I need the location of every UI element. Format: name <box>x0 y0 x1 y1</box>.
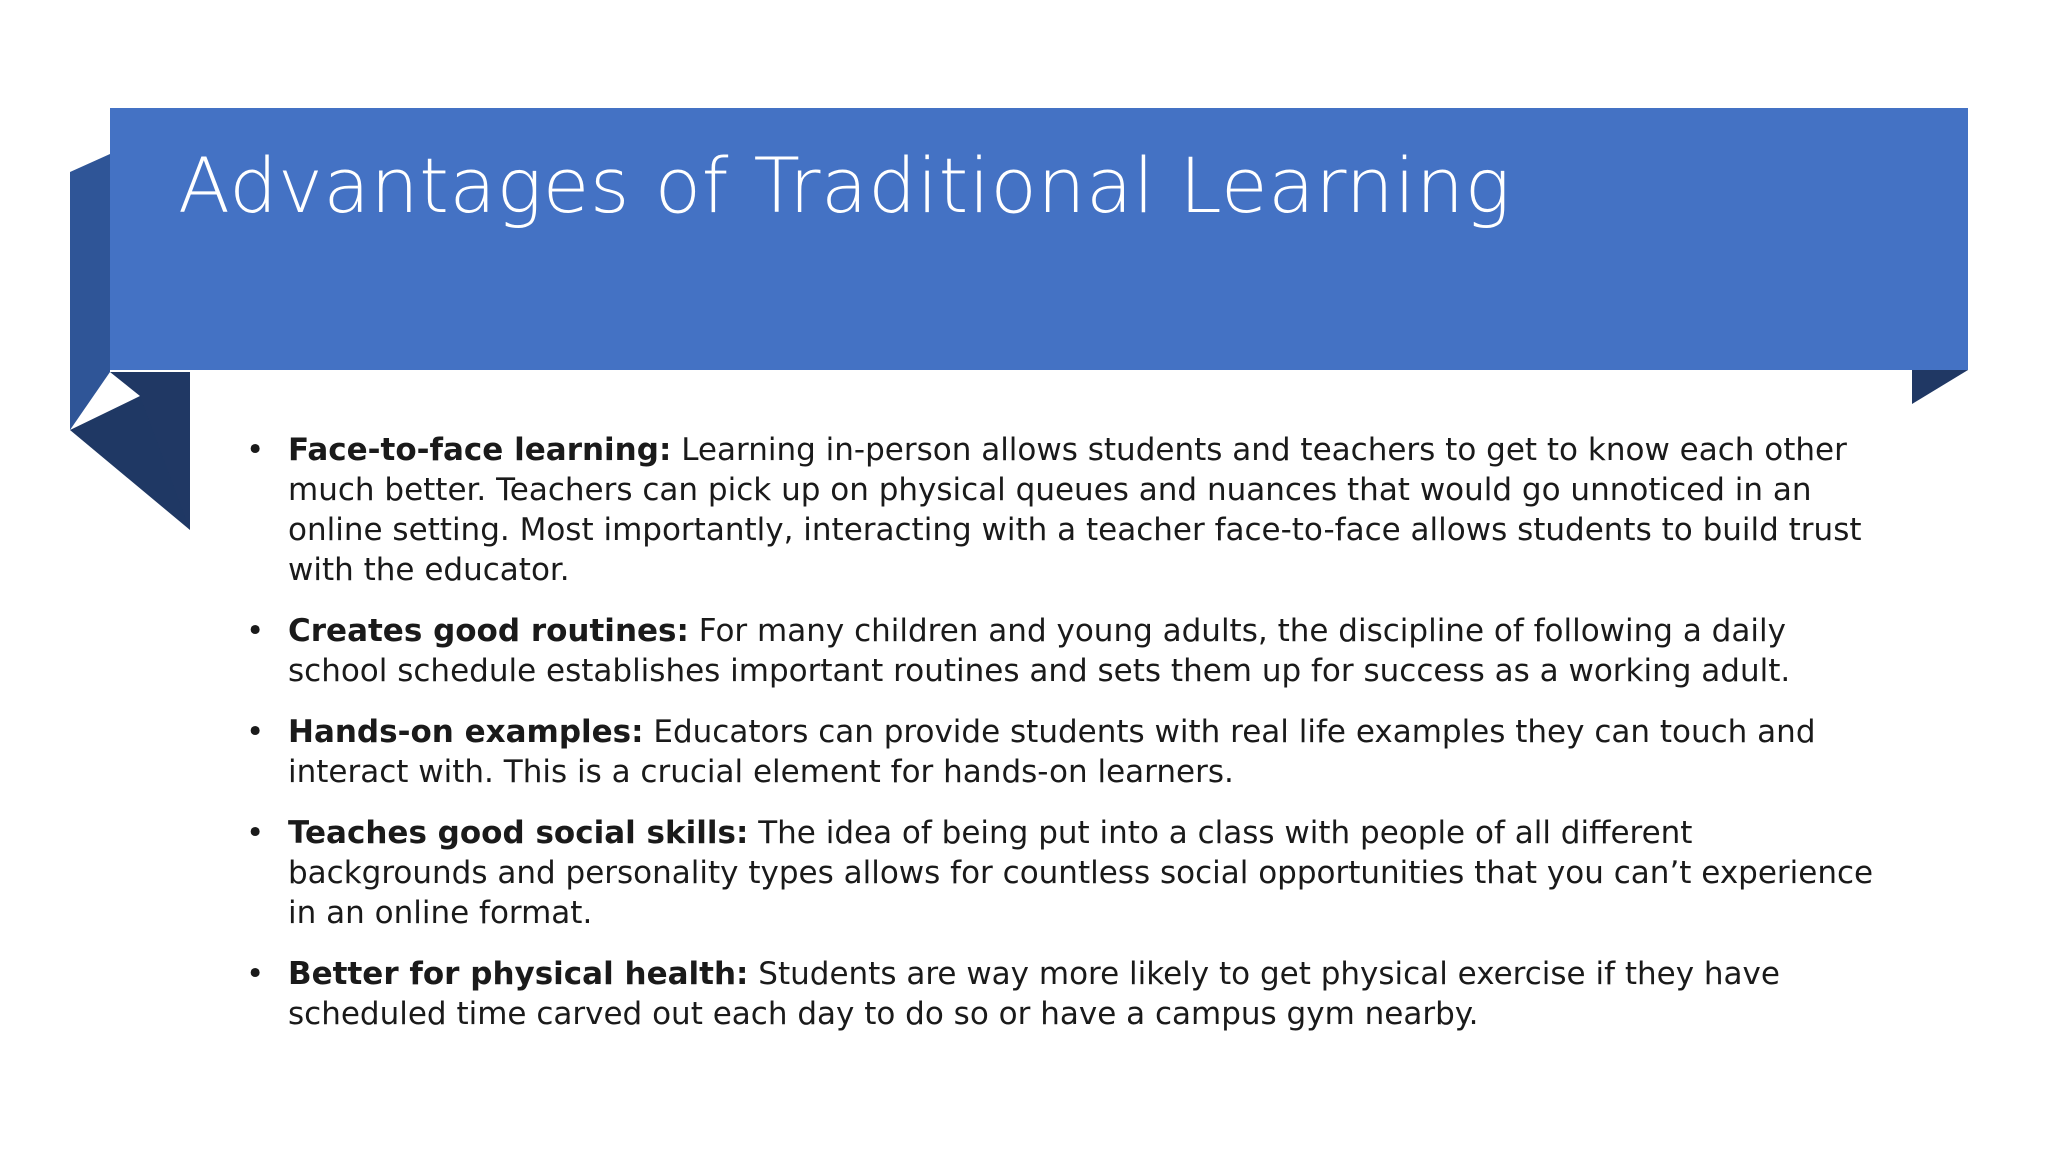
item-text: Educators can provide students with real life examples they can touch and interact with. This is a crucial element for hands-on learners. <box>288 714 1816 790</box>
item-term: Face-to-face learning: <box>288 432 672 468</box>
item-term: Teaches good social skills: <box>288 815 749 851</box>
list-item <box>246 813 1886 933</box>
item-term: Better for physical health: <box>288 956 749 992</box>
bullet-icon: • <box>246 613 265 649</box>
ribbon-right-fold <box>1912 370 1968 404</box>
bullet-icon: • <box>246 815 265 851</box>
list-item <box>246 954 1886 1034</box>
bullet-list <box>246 430 1886 1055</box>
item-text: For many children and young adults, the discipline of following a daily school schedule establishes important routines and sets them up for success as a working adult. <box>288 613 1791 689</box>
bullet-icon: • <box>246 432 265 468</box>
item-term: Hands-on examples: <box>288 714 644 750</box>
bullet-icon: • <box>246 714 265 750</box>
bullet-icon: • <box>246 956 265 992</box>
ribbon-left-fold-back <box>70 154 110 430</box>
item-text: Students are way more likely to get physical exercise if they have scheduled time carved out each day to do so or have a campus gym nearby. <box>288 956 1780 1032</box>
item-text: The idea of being put into a class with people of all different backgrounds and personality types allows for countless social opportunities that you can’t experience in an online format. <box>288 815 1874 931</box>
slide-title: Advantages of Traditional Learning <box>178 141 1511 230</box>
item-term: Creates good routines: <box>288 613 689 649</box>
list-item <box>246 430 1886 590</box>
list-item <box>246 712 1886 792</box>
item-text: Learning in-person allows students and teachers to get to know each other much better. Teachers can pick up on physical queues and nuances that would go unnoticed in an online setting. Most importantly, interacting with a teacher face-to-face allows students to build trust with the educator. <box>288 432 1862 588</box>
list-item <box>246 611 1886 691</box>
